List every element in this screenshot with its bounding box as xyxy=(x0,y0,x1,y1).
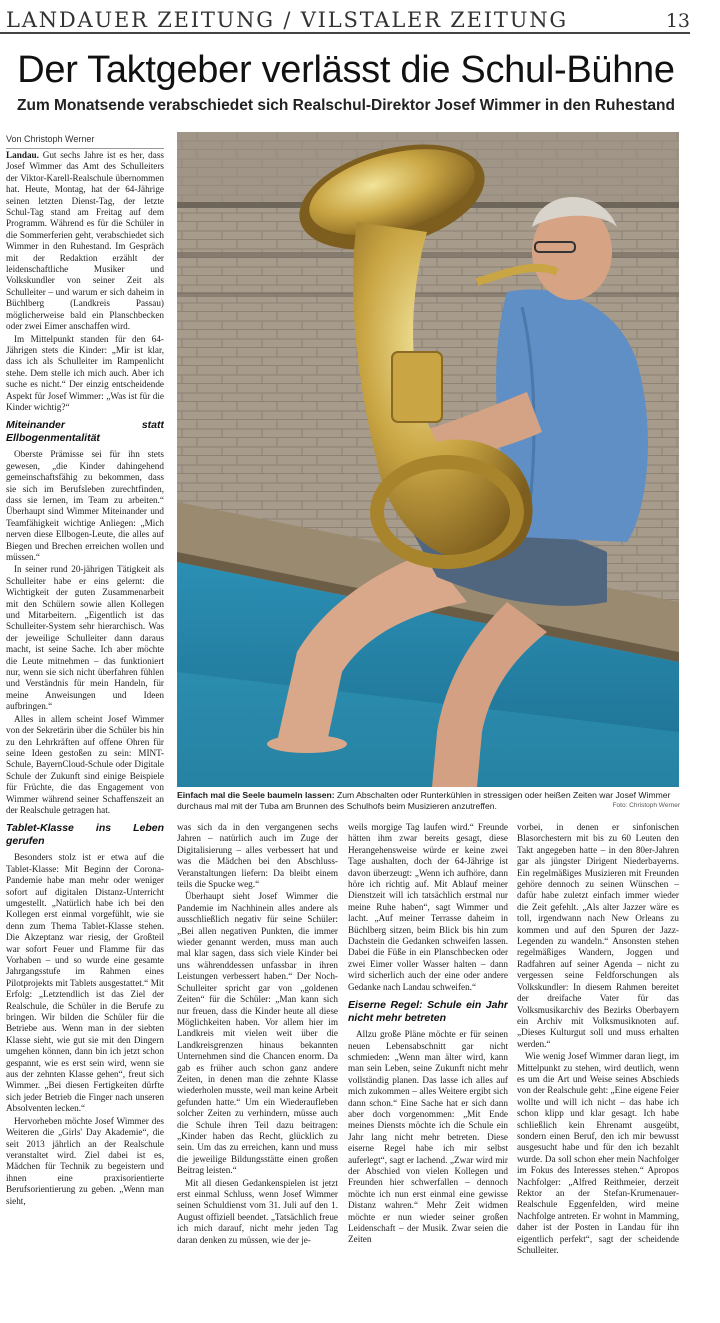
masthead xyxy=(0,4,690,34)
paragraph: Überhaupt sieht Josef Wimmer die Pandemie im Nachhinein alles andere als ausschließlich negativ für seine Schüler: „Bei allen negativen Punkten, die immer wieder genannt werden, muss man auch mal klar sagen, dass sich viele Kinder bei uns währenddessen unfassbar in ihren Leistungen verbessert haben.“ Der Noch-Schulleiter spricht gar von „goldenen Zeiten“ für die Schüler: „Man kann sich nur freuen, dass die Kinder heute all diese Möglichkeiten haben. Vor allem hier im Landkreis mit vielen weit über die Landkreisgrenzen hinaus bekannten Unternehmen sind die Chancen enorm. Da gab es früher auch schon ganz andere Zeiten, in denen man die zehnte Klasse wiederholen musste, weil man keine Arbeit gefunden hatte.“ Um ein Wiederaufleben solcher Zeiten zu verhindern, müsse auch die Schule ihren Teil dazu beitragen: „Kinder haben das Recht, glücklich zu sein. Um das zu erreichen, kann und muss die jeweilige Bildungsstätte einen großen Beitrag leisten.“ xyxy=(177,891,338,1176)
caption-lead: Einfach mal die Seele baumeln lassen: xyxy=(177,790,335,800)
paragraph: Im Mittelpunkt standen für den 64-Jährigen stets die Kinder: „Mir ist klar, dass ich als Schulleiter im Rampenlicht stehe. Dem stelle ich mich auch. Aber ich suche es nicht.“ Der einzig entscheidende Aspekt für Josef Wimmer: „Was ist für die Kinder wichtig?“ xyxy=(6,333,164,412)
subheading: Tablet-Klasse ins Leben gerufen xyxy=(6,822,164,848)
paragraph: Wie wenig Josef Wimmer daran liegt, im Mittelpunkt zu stehen, wird deutlich, wenn es um die Art und Weise seines Abschieds von der Realschule geht: „Eine eigene Feier wollte und will ich nicht – das habe ich schon klipp und klar gesagt. Ich habe schließlich kein Ehrenamt ausgeübt, sondern einen Beruf, den ich mir bewusst ausgesucht habe und für den ich bezahlt wurde. Da soll schon eher mein Nachfolger im Fokus des Interesses stehen.“ Apropos Nachfolger: „Alfred Reithmeier, derzeit Rektor an der Stefan-Krumenauer-Realschule Eggenfelden, wird meine Nachfolge antreten. Er wohnt in Mamming, daher ist der Posten in Landau für ihn eigentlich perfekt“, sagt der scheidende Schulleiter. xyxy=(517,1051,679,1256)
paragraph: Mit all diesen Gedankenspielen ist jetzt erst einmal Schluss, wenn Josef Wimmer seinen Schuldienst vom 31. Juli auf den 1. August offiziell beendet. „Tatsächlich freue ich mich darauf, nicht mehr jeden Tag daran denken zu müssen, wie der je- xyxy=(177,1177,338,1245)
page-number: 13 xyxy=(665,10,690,32)
photo-credit: Foto: Christoph Werner xyxy=(612,802,680,809)
article-column-1 xyxy=(6,150,164,1315)
byline: Von Christoph Werner xyxy=(6,134,164,149)
article-column-2 xyxy=(177,822,338,1315)
article-headline: Der Taktgeber verlässt die Schul-Bühne xyxy=(17,49,675,91)
caption-text: Zum Abschalten oder Runterkühlen in stressigen oder heißen Zeiten war Josef Wimmer durchaus mal mit der Tuba am Brunnen des Schulhofs beim Musizieren anzutreffen. xyxy=(177,790,671,811)
paragraph-text: Gut sechs Jahre ist es her, dass Josef Wimmer das Amt des Schulleiters der Viktor-Karell-Realschule übernommen hat. Heute, Montag, hat der 64-Jährige seinen letzten Dienst-Tag, der letzte Schul-Tag stand am Freitag auf dem Programm. Während es für die Schüler in die Sommerferien geht, verabschiedet sich Wimmer in den Ruhestand. Im Gespräch mit der Redaktion erzählt der leidenschaftliche Musiker und Volkskundler von seiner Zeit als Schulleiter – und warum er sich daheim in Büchlberg (Landkreis Passau) möglicherweise bald ein Planschbecken oder zwei Eimer anschaffen wird. xyxy=(6,150,164,332)
article-subheadline: Zum Monatsende verabschiedet sich Realschul-Direktor Josef Wimmer in den Ruhestand xyxy=(17,97,675,114)
paragraph: In seiner rund 20-jährigen Tätigkeit als Schulleiter habe er eins gelernt: die Wichtigkeit der guten Zusammenarbeit mit den Schülern sowie allen Kollegen und Mitarbeitern. „Eigentlich ist das Schulleiter-System sehr hierarchisch. Was der jeweilige Schulleiter dann daraus macht, ist seine Sache. Ich aber möchte die Leute mitnehmen – das funktioniert nur, wenn sie sich nicht überfahren fühlen und Verständnis für mein Handeln, für meine Anweisungen und Ideen aufbringen.“ xyxy=(6,564,164,712)
paragraph: vorbei, in denen er sinfonischen Blasorchestern mit bis zu 60 Leuten den Takt angegeben hatte – in den 80er-Jahren gar als jüngster Dirigent Niederbayerns. Ein regelmäßiges Musizieren mit Freunden gehöre dennoch zu seinen Wünschen – dafür habe zuletzt einfach immer wieder die Zeit gefehlt. „Als alter Jazzer wäre es toll, irgendwann nach New Orleans zu kommen und auf den Spuren der Jazz-Legenden zu wandeln.“ Ansonsten stehen regelmäßiges Wandern, Joggen und Radfahren auf seiner Agenda – nicht zu vergessen seine Feldforschungen als Volkskundler: In diesem Rahmen bereitet der dreifache Vater für das Volksmusikarchiv des Bezirks Oberbayern ein Archiv mit Volksmusiknoten auf. „Dieses Kulturgut soll und muss erhalten werden.“ xyxy=(517,822,679,1049)
article-column-4 xyxy=(517,822,679,1315)
subheading: Eiserne Regel: Schule ein Jahr nicht mehr betreten xyxy=(348,999,508,1025)
tuba-player-illustration xyxy=(177,132,679,787)
dateline: Landau. xyxy=(6,150,39,160)
article-column-3 xyxy=(348,822,508,1315)
paragraph: weils morgige Tag laufen wird.“ Freunde hätten ihm zwar bereits gesagt, diese Herangehensweise würde er keine zwei Tage aushalten, doch der 64-Jährige ist davon überzeugt: „Wenn ich aufhöre, dann höre ich richtig auf. Mit Ablauf meiner Dienstzeit will ich tatsächlich erstmal nur meine Ruhe haben“, sagt Wimmer und lacht. „Auf meiner Terrasse daheim in Büchlberg sitzen, beim Blick bis hin zum Dachstein die Gedanken schweifen lassen. Dabei die Füße in ein Planschbecken oder zwei Eimer voller Wasser halten – dann wird sicherlich auch der eine oder andere Gedanke nach Landau schweifen.“ xyxy=(348,822,508,992)
paragraph: Oberste Prämisse sei für ihn stets gewesen, „die Kinder dahingehend gemeinschaftsfähig zu bekommen, dass sie sich im Berufsleben zurechtfinden, dass sie lernen, im Team zu arbeiten.“ Überhaupt sind Wimmer Miteinander und Teamfähigkeit wichtige Anliegen: „Mich nerven diese Ellbogen-Leute, die alles auf Biegen und Brechen erreichen wollen und müssen.“ xyxy=(6,449,164,562)
paragraph xyxy=(6,150,164,333)
paragraph: Besonders stolz ist er etwa auf die Tablet-Klasse: Mit Beginn der Corona-Pandemie habe man mehr oder weniger sofort auf digitalen Distanz-Unterricht umgestellt. „Natürlich habe ich bei den Kollegen erst einmal vorgefühlt, wie sie denn zum Thema Tablet-Klasse stehen. Die Akzeptanz war riesig, der Großteil war sofort Feuer und Flamme für das Vorhaben – und so wurde eine gesamte Jahrgangsstufe im Rahmen eines Pilotprojekts mit Tablets ausgestattet.“ Mit Erfolg: „Letztendlich ist das Ziel der Realschule, die Schüler in die Berufe zu bringen. Wir bilden die Schüler für die Betriebe aus. Wenn man in der siebten Klasse sieht, wie gut sie mit den Dingern umgehen können, dann bin ich jetzt schon gespannt, wie es erst sein wird, wenn sie aus der zehnten Klasse gehen“, freut sich Wimmer. „Bei diesen Fertigkeiten dürfte sich jeder Betrieb die Finger nach unseren Absolventen lecken.“ xyxy=(6,852,164,1114)
paragraph: Alles in allem scheint Josef Wimmer von der Sekretärin über die Schüler bis hin zu den Lehrkräften auf offene Ohren für seine Ideen gestoßen zu sein: MINT-Schule, BayernCloud-Schule oder Digitale Schule der Zukunft sind einige Beispiele für Früchte, die das Engagement von Wimmer während seiner Schaffenszeit an der Realschule getragen hat. xyxy=(6,713,164,815)
photo-caption xyxy=(177,790,679,812)
paragraph: Hervorheben möchte Josef Wimmer des Weiteren die „Girls' Day Akademie“, die seit 2013 jährlich an der Realschule veranstaltet wird. Ziel dabei ist es, Mädchen für Technik zu begeistern und ihnen eine praxisorientierte Berufsorientierung zu geben. „Wenn man sieht, xyxy=(6,1115,164,1206)
article-photo xyxy=(177,132,679,787)
paragraph: was sich da in den vergangenen sechs Jahren – natürlich auch im Zuge der Digitalisierung – alles verbessert hat und was die Mädchen bei den Abschluss-Veranstaltungen liefern: Da bleibt einem teils die Spucke weg.“ xyxy=(177,822,338,890)
paragraph: Allzu große Pläne möchte er für seinen neuen Lebensabschnitt gar nicht schmieden: „Wenn man älter wird, kann man sein Leben, seine Zukunft nicht mehr vollständig planen. Das lasse ich alles auf mich zukommen – alles Weitere ergibt sich dann schon.“ Eine Sache hat er sich dann aber doch vorgenommen: „Mit Ende meines Diensts möchte ich die Schule ein Jahr lang nicht mehr betreten. Diese eiserne Regel habe ich mir selbst auferlegt“, sagt er lachend. „Zwar wird mir der Abschied von vielen Kollegen und Freunden hier schwerfallen – dennoch möchte ich nun erst einmal eine gewisse Distanz wahren.“ Mehr Zeit widmen möchte er nun wieder seiner großen Leidenschaft – der Musik. Zwar seien die Zeiten xyxy=(348,1029,508,1245)
subheading: Miteinander statt Ellbogenmentalität xyxy=(6,419,164,445)
newspaper-name: LANDAUER ZEITUNG / VILSTALER ZEITUNG xyxy=(6,8,568,32)
